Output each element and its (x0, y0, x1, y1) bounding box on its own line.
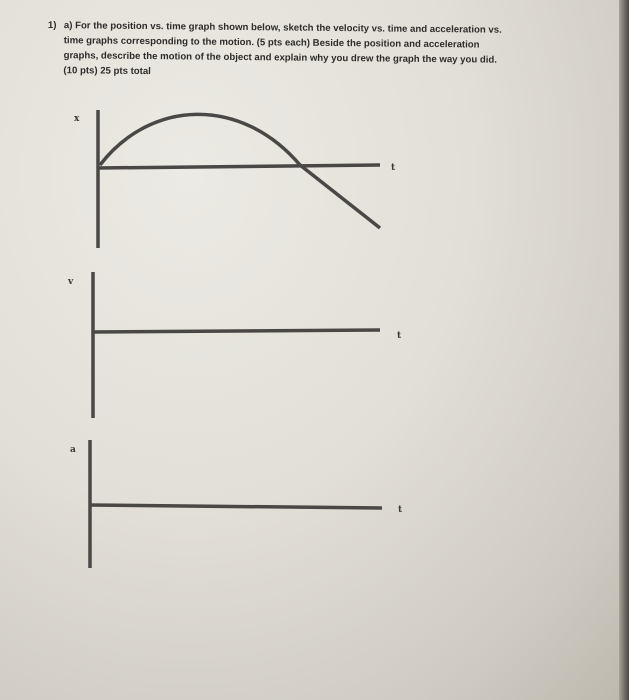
position-y-label: x (74, 114, 80, 124)
acceleration-t-axis (90, 505, 382, 508)
velocity-t-label: t (397, 331, 402, 341)
position-t-label: t (391, 163, 396, 173)
position-curve (100, 114, 380, 228)
position-t-axis (98, 165, 380, 168)
velocity-graph (67, 272, 402, 418)
question-text-line: (10 pts) 25 pts total (63, 65, 151, 78)
acceleration-graph (70, 440, 403, 568)
question-number: 1) (47, 19, 57, 32)
question-text-line: graphs, describe the motion of the object and explain why you drew the graph the way you did. (63, 50, 498, 66)
velocity-t-axis (93, 330, 380, 332)
acceleration-y-label: a (70, 445, 76, 455)
question-text-line: a) For the position vs. time graph shown below, sketch the velocity vs. time and acceleration vs. (63, 20, 502, 36)
velocity-y-label: v (68, 277, 74, 287)
question-text-line: time graphs corresponding to the motion. (5 pts each) Beside the position and acceleration (63, 35, 480, 51)
position-graph (74, 110, 396, 248)
acceleration-t-label: t (398, 505, 403, 515)
